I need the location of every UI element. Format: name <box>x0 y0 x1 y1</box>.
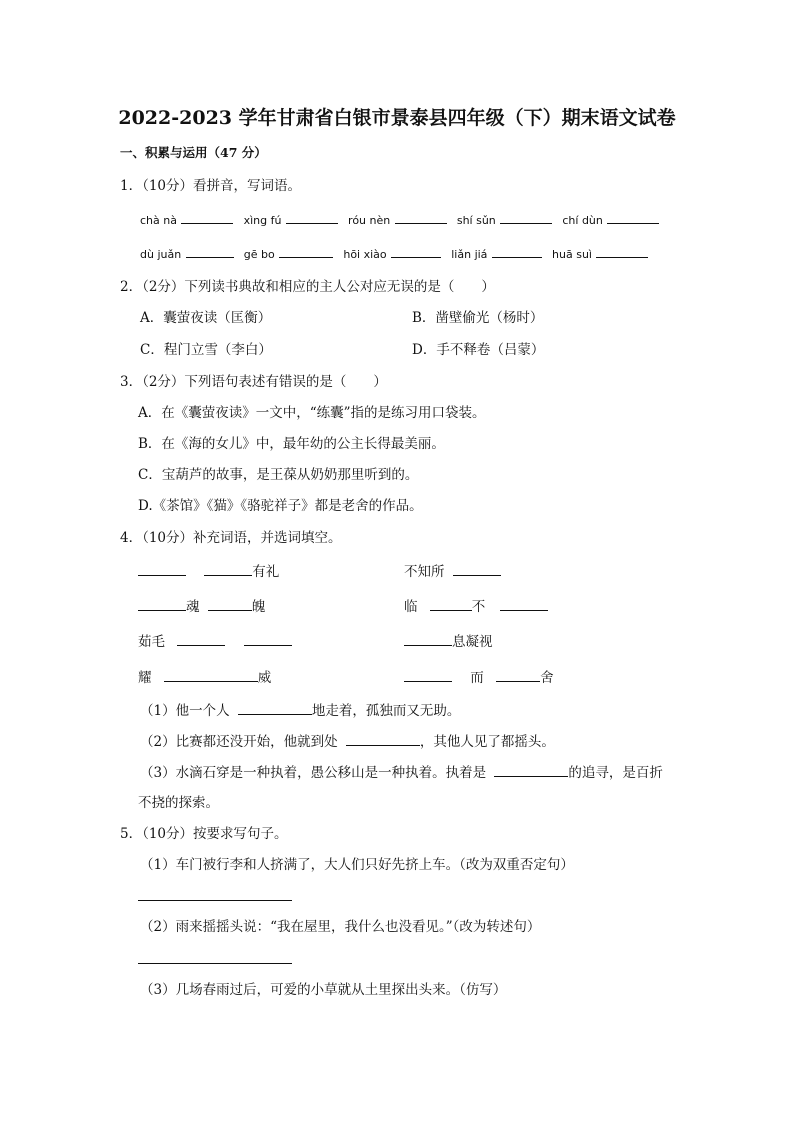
answer-blank[interactable] <box>138 597 186 611</box>
option-d[interactable]: D．手不释卷（吕蒙） <box>412 342 545 358</box>
answer-blank[interactable] <box>181 210 233 224</box>
idiom-6 <box>404 632 493 651</box>
sentence-text: （2）比赛都还没开始，他就到处 <box>140 734 338 750</box>
answer-blank[interactable] <box>391 244 441 258</box>
fill-sentence-2 <box>140 732 555 751</box>
answer-blank[interactable] <box>238 701 312 715</box>
answer-blank[interactable] <box>453 562 501 576</box>
sentence-text: 的追寻，是百折 <box>568 765 663 781</box>
option-c[interactable]: C．程门立雪（李白） <box>140 342 272 358</box>
pinyin-row-1 <box>140 210 659 230</box>
question-1-stem: 1．（10分）看拼音，写词语。 <box>120 178 302 194</box>
question-3-stem: 3．（2分）下列语句表述有错误的是（ ） <box>120 374 387 390</box>
idiom-3 <box>138 597 265 616</box>
answer-blank[interactable] <box>596 244 648 258</box>
rewrite-prompt-1: （1）车门被行李和人挤满了，大人们只好先挤上车。（改为双重否定句） <box>140 857 574 873</box>
idiom-text: 而 <box>470 670 484 686</box>
pinyin-row-2 <box>140 244 648 264</box>
idiom-text: 耀 <box>138 670 152 686</box>
fill-sentence-3-cont: 不挠的探索。 <box>138 795 219 811</box>
pinyin: chà nà <box>140 214 177 227</box>
answer-blank[interactable] <box>500 210 552 224</box>
answer-line[interactable] <box>138 900 292 901</box>
idiom-text: 魂 <box>186 599 200 615</box>
answer-blank[interactable] <box>279 244 333 258</box>
idiom-text: 息凝视 <box>452 634 493 650</box>
answer-blank[interactable] <box>494 763 568 777</box>
question-2-stem: 2．（2分）下列读书典故和相应的主人公对应无误的是（ ） <box>120 279 495 295</box>
sentence-text: ，其他人见了都摇头。 <box>419 734 555 750</box>
answer-blank[interactable] <box>607 210 659 224</box>
pinyin: róu nèn <box>348 214 391 227</box>
pinyin: huā suì <box>552 248 592 261</box>
sentence-text: （3）水滴石穿是一种执着，愚公移山是一种执着。执着是 <box>140 765 487 781</box>
idiom-2 <box>404 562 501 581</box>
option-d[interactable]: D.《茶馆》《猫》《骆驼祥子》都是老舍的作品。 <box>138 498 423 514</box>
answer-blank[interactable] <box>208 597 252 611</box>
answer-blank[interactable] <box>492 244 542 258</box>
idiom-text: 有礼 <box>252 564 280 580</box>
pinyin: hōi xiào <box>343 248 387 261</box>
answer-blank[interactable] <box>346 732 420 746</box>
question-5-stem: 5．（10分）按要求写句子。 <box>120 826 288 842</box>
idiom-text: 魄 <box>251 599 266 615</box>
pinyin: shí sǔn <box>456 214 496 227</box>
idiom-text: 不 <box>471 599 486 615</box>
answer-blank[interactable] <box>404 632 452 646</box>
idiom-text: 威 <box>257 670 272 686</box>
idiom-1 <box>138 562 279 581</box>
answer-blank[interactable] <box>395 210 447 224</box>
answer-blank[interactable] <box>164 668 258 682</box>
idiom-5 <box>138 632 292 651</box>
sentence-text: （1）他一个人 <box>140 703 230 719</box>
answer-blank[interactable] <box>177 632 225 646</box>
option-a[interactable]: A．在《囊萤夜读》一文中，“练囊”指的是练习用口袋装。 <box>138 405 486 421</box>
pinyin: gē bo <box>243 248 275 261</box>
answer-blank[interactable] <box>430 597 472 611</box>
pinyin: liǎn jiá <box>451 248 488 261</box>
page-title: 2022-2023 学年甘肃省白银市景泰县四年级（下）期末语文试卷 <box>118 107 676 129</box>
pinyin: xìng fú <box>243 214 282 227</box>
section-heading: 一、积累与运用（47 分） <box>120 145 267 160</box>
option-c[interactable]: C．宝葫芦的故事，是王葆从奶奶那里听到的。 <box>138 467 419 483</box>
answer-blank[interactable] <box>500 597 548 611</box>
answer-blank[interactable] <box>204 562 252 576</box>
idiom-text: 临 <box>404 599 418 615</box>
idiom-7 <box>138 668 271 687</box>
option-b[interactable]: B．在《海的女儿》中，最年幼的公主长得最美丽。 <box>138 436 445 452</box>
answer-blank[interactable] <box>286 210 338 224</box>
answer-blank[interactable] <box>186 244 234 258</box>
rewrite-prompt-2: （2）雨来摇摇头说：“我在屋里，我什么也没看见。”（改为转述句） <box>140 919 541 935</box>
sentence-text: 地走着，孤独而又无助。 <box>311 703 461 719</box>
option-a[interactable]: A．囊萤夜读（匡衡） <box>140 310 272 326</box>
pinyin: dù juǎn <box>140 248 182 261</box>
fill-sentence-3 <box>140 763 663 782</box>
answer-blank[interactable] <box>404 668 452 682</box>
rewrite-prompt-3: （3）几场春雨过后，可爱的小草就从土里探出头来。（仿写） <box>140 982 507 998</box>
idiom-4 <box>404 597 548 616</box>
pinyin: chí dùn <box>562 214 603 227</box>
option-b[interactable]: B．凿壁偷光（杨时） <box>412 310 544 326</box>
answer-blank[interactable] <box>496 668 540 682</box>
question-4-stem: 4．（10分）补充词语，并选词填空。 <box>120 530 342 546</box>
fill-sentence-1 <box>140 701 460 720</box>
idiom-8 <box>404 668 554 687</box>
idiom-text: 不知所 <box>404 564 445 580</box>
answer-blank[interactable] <box>244 632 292 646</box>
answer-blank[interactable] <box>138 562 186 576</box>
answer-line[interactable] <box>138 963 292 964</box>
idiom-text: 舍 <box>540 670 554 686</box>
idiom-text: 茹毛 <box>138 634 165 650</box>
